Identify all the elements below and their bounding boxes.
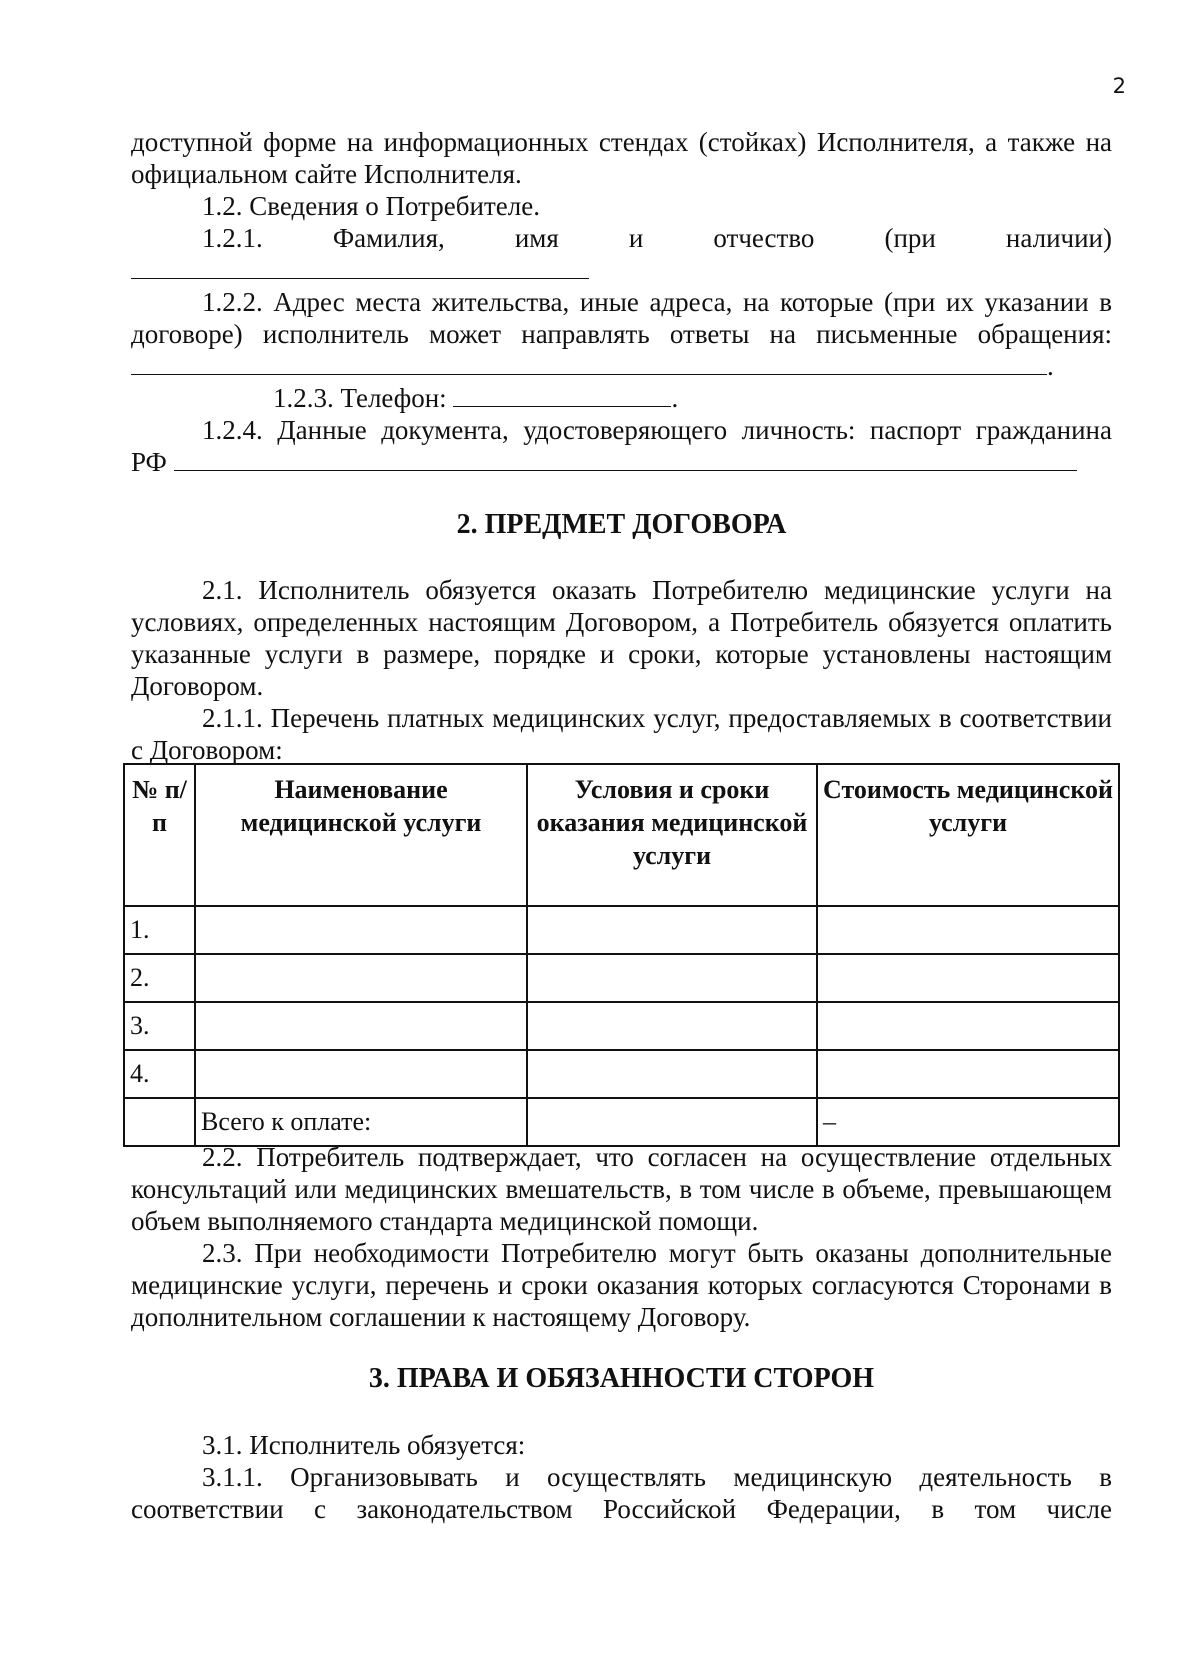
section-2-body [131,574,1112,766]
word: и [628,223,644,253]
word: (при [884,223,936,253]
paragraph-1-2-3: 1.2.3. Телефон: . [273,383,679,413]
table-row [124,954,1119,1002]
paragraph-2-1: 2.1. Исполнитель обязуется оказать Потребителю медицинские услуги на условиях, определенных настоящим Договором, а Потребитель обязуется оплатить указанные услуги в размере, порядке и сроки, которые установлены настоящим Договором. [131,575,1112,701]
cell-cost[interactable] [817,1002,1119,1050]
cell-cost[interactable] [817,906,1119,954]
section-2-continued [131,1141,1112,1333]
cell-number: 1. [124,906,195,954]
header-number: № п/п [124,764,195,906]
cell-name[interactable] [195,1050,527,1098]
cell-cost[interactable] [817,954,1119,1002]
rf-label: РФ [131,447,167,477]
total-cost[interactable]: – [817,1098,1119,1146]
address-fill-line-row: . [131,350,1112,382]
cell-name[interactable] [195,906,527,954]
name-fill-line-row [131,254,1112,286]
word: 1.2.1. [202,223,263,253]
services-table [123,763,1120,1147]
table-row [124,1002,1119,1050]
intro-paragraph: доступной форме на информационных стендах (стойках) Исполнителя, а также на официальном сайте Исполнителя. [131,127,1112,189]
cell-number: 4. [124,1050,195,1098]
cell-name[interactable] [195,1002,527,1050]
header-cost: Стоимость медицинской услуги [817,764,1119,906]
header-service-name: Наименование медицинской услуги [195,764,527,906]
paragraph-3-1: 3.1. Исполнитель обязуется: [202,1430,526,1460]
cell-terms[interactable] [527,906,817,954]
cell-cost[interactable] [817,1050,1119,1098]
paragraph-2-3: 2.3. При необходимости Потребителю могут быть оказаны дополнительные медицинские услуги, перечень и сроки оказания которых согласуются Сторонами в дополнительном соглашении к настоящему Договору. [131,1238,1112,1332]
paragraph-2-2: 2.2. Потребитель подтверждает, что согласен на осуществление отдельных консультаций или медицинских вмешательств, в том числе в объеме, превышающем объем выполняемого стандарта медицинской помощи. [131,1142,1112,1236]
header-terms: Условия и сроки оказания медицинской услуги [527,764,817,906]
cell-number: 2. [124,954,195,1002]
phone-label: 1.2.3. Телефон: [273,383,447,413]
page-number: 2 [1112,74,1126,98]
passport-row [131,446,1112,478]
word: отчество [713,223,815,253]
passport-fill-line[interactable] [174,446,1077,471]
word: наличии) [1005,223,1112,253]
paragraph-1-2-2: 1.2.2. Адрес места жительства, иные адреса, на которые (при их указании в договоре) исполнитель может направлять ответы на письменные обращения: [131,287,1112,349]
paragraph-1-2-1 [131,222,1112,254]
section-3-heading: 3. ПРАВА И ОБЯЗАННОСТИ СТОРОН [368,1363,875,1394]
name-fill-line[interactable] [131,254,589,279]
intro-section [131,126,1112,478]
paragraph-1-2-4: 1.2.4. Данные документа, удостоверяющего личность: паспорт гражданина [202,415,1112,445]
address-fill-line[interactable] [131,350,1047,375]
table-row [124,1050,1119,1098]
table-total-row [124,1098,1119,1146]
section-2-heading: 2. ПРЕДМЕТ ДОГОВОРА [456,509,787,540]
paragraph-3-1-1: 3.1.1. Организовывать и осуществлять медицинскую деятельность в соответствии с законодательством Российской Федерации, в том числе [131,1462,1112,1524]
word: имя [514,223,559,253]
cell-terms[interactable] [527,1098,817,1146]
table-header-row [124,764,1119,906]
cell-name[interactable] [195,954,527,1002]
paragraph-1-2: 1.2. Сведения о Потребителе. [202,191,540,221]
cell-terms[interactable] [527,1002,817,1050]
cell-terms[interactable] [527,954,817,1002]
word: Фамилия, [332,223,445,253]
cell-number: 3. [124,1002,195,1050]
paragraph-2-1-1: 2.1.1. Перечень платных медицинских услуг, предоставляемых в соответствии с Договором: [131,703,1112,765]
table-row [124,906,1119,954]
cell-terms[interactable] [527,1050,817,1098]
section-3-body [131,1429,1112,1525]
phone-fill-line[interactable] [453,382,671,407]
cell-number [124,1098,195,1146]
total-label: Всего к оплате: [195,1098,527,1146]
